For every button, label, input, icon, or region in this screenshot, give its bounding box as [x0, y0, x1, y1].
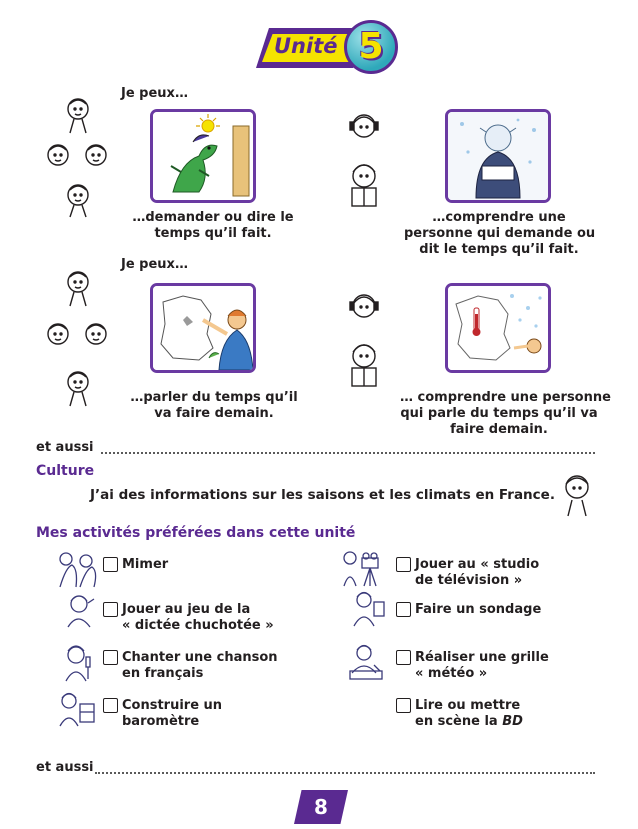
activity-label-grille: [415, 650, 549, 682]
et-aussi-label-1: et aussi: [36, 440, 94, 455]
et-aussi-line-1[interactable]: [101, 452, 595, 454]
et-aussi-label-2: et aussi: [36, 760, 94, 775]
activity-line: Lire ou mettre: [415, 698, 521, 713]
writer-icon: [346, 643, 388, 681]
culture-text: J’ai des informations sur les saisons et les climats en France.: [90, 487, 555, 503]
activities-heading: Mes activités préférées dans cette unité: [36, 525, 356, 541]
cold-man-image: [445, 109, 551, 203]
activity-line: « météo »: [415, 666, 488, 681]
skill-3-line-1: …parler du temps qu’il: [130, 390, 298, 405]
activity-line: Mimer: [122, 557, 169, 572]
activity-checkbox-sondage[interactable]: [396, 602, 411, 617]
skill-1-line-1: …demander ou dire le: [132, 210, 294, 225]
listening-kids-icon: [346, 290, 382, 390]
activity-checkbox-grille[interactable]: [396, 650, 411, 665]
skill-4-line-1: … comprendre une personne: [400, 390, 611, 405]
skill-3-text: [124, 390, 304, 422]
activity-line: Chanter une chanson: [122, 650, 278, 665]
activity-line: Construire un: [122, 698, 223, 713]
activity-checkbox-chanter[interactable]: [103, 650, 118, 665]
speaking-kids-icon: [44, 95, 116, 219]
activity-label-barometre: [122, 698, 222, 730]
skill-4-line-3: faire demain.: [450, 422, 548, 437]
activity-label-studio: [415, 557, 539, 589]
activity-line: Jouer au jeu de la: [122, 602, 251, 617]
unit-banner: [248, 16, 416, 76]
listening-kids-icon: [346, 110, 382, 210]
speaking-kids-icon: [44, 266, 116, 410]
skill-4-line-2: qui parle du temps qu’il va: [400, 406, 598, 421]
et-aussi-line-2[interactable]: [95, 772, 595, 774]
je-peux-heading-2: Je peux…: [121, 257, 188, 272]
singer-icon: [60, 643, 98, 683]
activity-line-italic: BD: [502, 714, 523, 729]
unit-label: Unité: [274, 34, 338, 58]
activity-checkbox-dictee[interactable]: [103, 602, 118, 617]
je-peux-heading-1: Je peux…: [121, 86, 188, 101]
activity-label-chanter: [122, 650, 278, 682]
skill-2-line-2: personne qui demande ou: [404, 226, 596, 241]
activity-label-dictee: [122, 602, 274, 634]
culture-heading: Culture: [36, 463, 95, 479]
builder-icon: [56, 690, 98, 728]
activity-line: [415, 714, 523, 730]
activity-line: baromètre: [122, 714, 200, 729]
unit-number: 5: [358, 26, 384, 67]
whisper-icon: [60, 591, 98, 629]
activity-line: « dictée chuchotée »: [122, 618, 274, 633]
activity-line: Réaliser une grille: [415, 650, 549, 665]
skill-2-line-1: …comprendre une: [432, 210, 566, 225]
activity-checkbox-barometre[interactable]: [103, 698, 118, 713]
activity-line: Jouer au « studio: [415, 557, 540, 572]
activity-line: de télévision »: [415, 573, 523, 588]
activity-line: en français: [122, 666, 204, 681]
mime-icon: [54, 549, 98, 589]
skill-2-text: [404, 210, 594, 258]
activity-line: Faire un sondage: [415, 602, 542, 617]
activity-checkbox-mimer[interactable]: [103, 557, 118, 572]
skill-1-text: [131, 210, 295, 242]
activity-checkbox-bd[interactable]: [396, 698, 411, 713]
activity-label-mimer: [122, 557, 168, 573]
skill-4-text: [400, 390, 611, 438]
activity-label-bd: [415, 698, 523, 730]
skill-2-line-3: dit le temps qu’il fait.: [419, 242, 579, 257]
skill-1-line-2: temps qu’il fait.: [154, 226, 272, 241]
reading-kid-icon: [560, 472, 594, 522]
survey-icon: [350, 590, 388, 628]
page-number: 8: [314, 795, 328, 819]
france-map-boy-image: [150, 283, 256, 373]
dragon-weather-image: [150, 109, 256, 203]
activity-label-sondage: [415, 602, 541, 618]
activity-checkbox-studio[interactable]: [396, 557, 411, 572]
activity-line-text: en scène la: [415, 714, 503, 729]
skill-3-line-2: va faire demain.: [154, 406, 274, 421]
camera-icon: [340, 548, 388, 588]
weather-map-image: [445, 283, 551, 373]
